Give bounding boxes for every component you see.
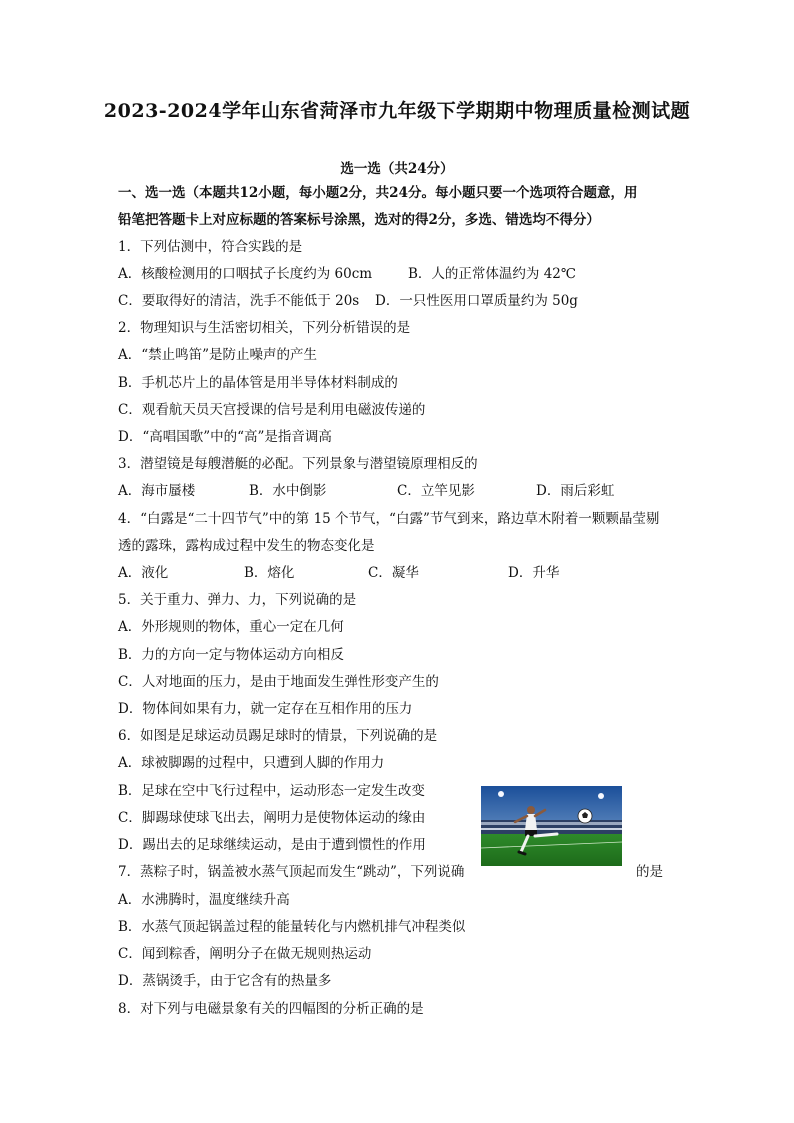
question-1-option-b: B．人的正常体温约为 42℃: [408, 266, 576, 282]
question-4-option-a: A．液化: [118, 565, 169, 581]
section-heading: 选一选（共24分）: [340, 161, 454, 177]
question-7-stem-right: 的是: [636, 864, 663, 880]
question-3-stem: 3．潜望镜是每艘潜艇的必配。下列景象与潜望镜原理相反的: [118, 456, 478, 472]
question-7-option-d: D．蒸锅烫手，由于它含有的热量多: [118, 973, 332, 989]
question-5-option-a: A．外形规则的物体，重心一定在几何: [118, 619, 344, 635]
instructions-line-2: 铅笔把答题卡上对应标题的答案标号涂黑，选对的得2分，多选、错选均不得分）: [118, 212, 600, 228]
question-3-option-d: D．雨后彩虹: [536, 483, 615, 499]
question-2-option-a: A．“禁止鸣笛”是防止噪声的产生: [118, 347, 318, 363]
question-2-option-b: B．手机芯片上的晶体管是用半导体材料制成的: [118, 375, 398, 391]
question-7-stem-left: 7．蒸粽子时，锅盖被水蒸气顶起而发生“跳动”，下列说确: [118, 864, 465, 880]
question-1-stem: 1．下列估测中，符合实践的是: [118, 239, 303, 255]
question-5-option-c: C．人对地面的压力，是由于地面发生弹性形变产生的: [118, 674, 439, 690]
question-6-option-c: C．脚踢球使球飞出去，阐明力是使物体运动的缘由: [118, 810, 426, 826]
question-4-option-b: B．熔化: [244, 565, 295, 581]
question-2-option-d: D．“高唱国歌”中的“高”是指音调高: [118, 429, 332, 445]
question-7-option-c: C．闻到粽香，阐明分子在做无规则热运动: [118, 946, 372, 962]
question-8-stem: 8．对下列与电磁景象有关的四幅图的分析正确的是: [118, 1001, 424, 1017]
question-7-option-b: B．水蒸气顶起锅盖过程的能量转化与内燃机排气冲程类似: [118, 919, 466, 935]
question-1-option-d: D．一只性医用口罩质量约为 50g: [375, 293, 578, 309]
question-4-stem-line-1: 4．“白露是“二十四节气”中的第 15 个节气，“白露”节气到来，路边草木附着一颗颗晶莹剔: [118, 511, 660, 527]
question-3-option-b: B．水中倒影: [249, 483, 327, 499]
question-2-option-c: C．观看航天员天宫授课的信号是利用电磁波传递的: [118, 402, 426, 418]
question-4-option-c: C．凝华: [368, 565, 419, 581]
question-1-option-a: A．核酸检测用的口咽拭子长度约为 60cm: [118, 266, 373, 282]
question-4-stem-line-2: 透的露珠，露构成过程中发生的物态变化是: [118, 538, 375, 554]
question-6-option-a: A．球被脚踢的过程中，只遭到人脚的作用力: [118, 755, 385, 771]
question-4-option-d: D．升华: [508, 565, 560, 581]
question-3-option-a: A．海市蜃楼: [118, 483, 196, 499]
instructions-line-1: 一、选一选（本题共12小题，每小题2分，共24分。每小题只要一个选项符合题意，用: [118, 185, 638, 201]
question-3-option-c: C．立竿见影: [397, 483, 475, 499]
question-5-option-b: B．力的方向一定与物体运动方向相反: [118, 647, 344, 663]
question-1-option-c: C．要取得好的清洁，洗手不能低于 20s: [118, 293, 360, 309]
question-7-option-a: A．水沸腾时，温度继续升高: [118, 892, 290, 908]
page-title: 2023-2024学年山东省菏泽市九年级下学期期中物理质量检测试题: [103, 100, 691, 122]
question-5-stem: 5．关于重力、弹力、力，下列说确的是: [118, 592, 357, 608]
question-6-option-b: B．足球在空中飞行过程中，运动形态一定发生改变: [118, 783, 425, 799]
question-5-option-d: D．物体间如果有力，就一定存在互相作用的压力: [118, 701, 413, 717]
question-6-stem: 6．如图是足球运动员踢足球时的情景，下列说确的是: [118, 728, 438, 744]
question-6-option-d: D．踢出去的足球继续运动，是由于遭到惯性的作用: [118, 837, 426, 853]
question-2-stem: 2．物理知识与生活密切相关，下列分析错误的是: [118, 320, 411, 336]
football-player-photo: [481, 786, 622, 866]
